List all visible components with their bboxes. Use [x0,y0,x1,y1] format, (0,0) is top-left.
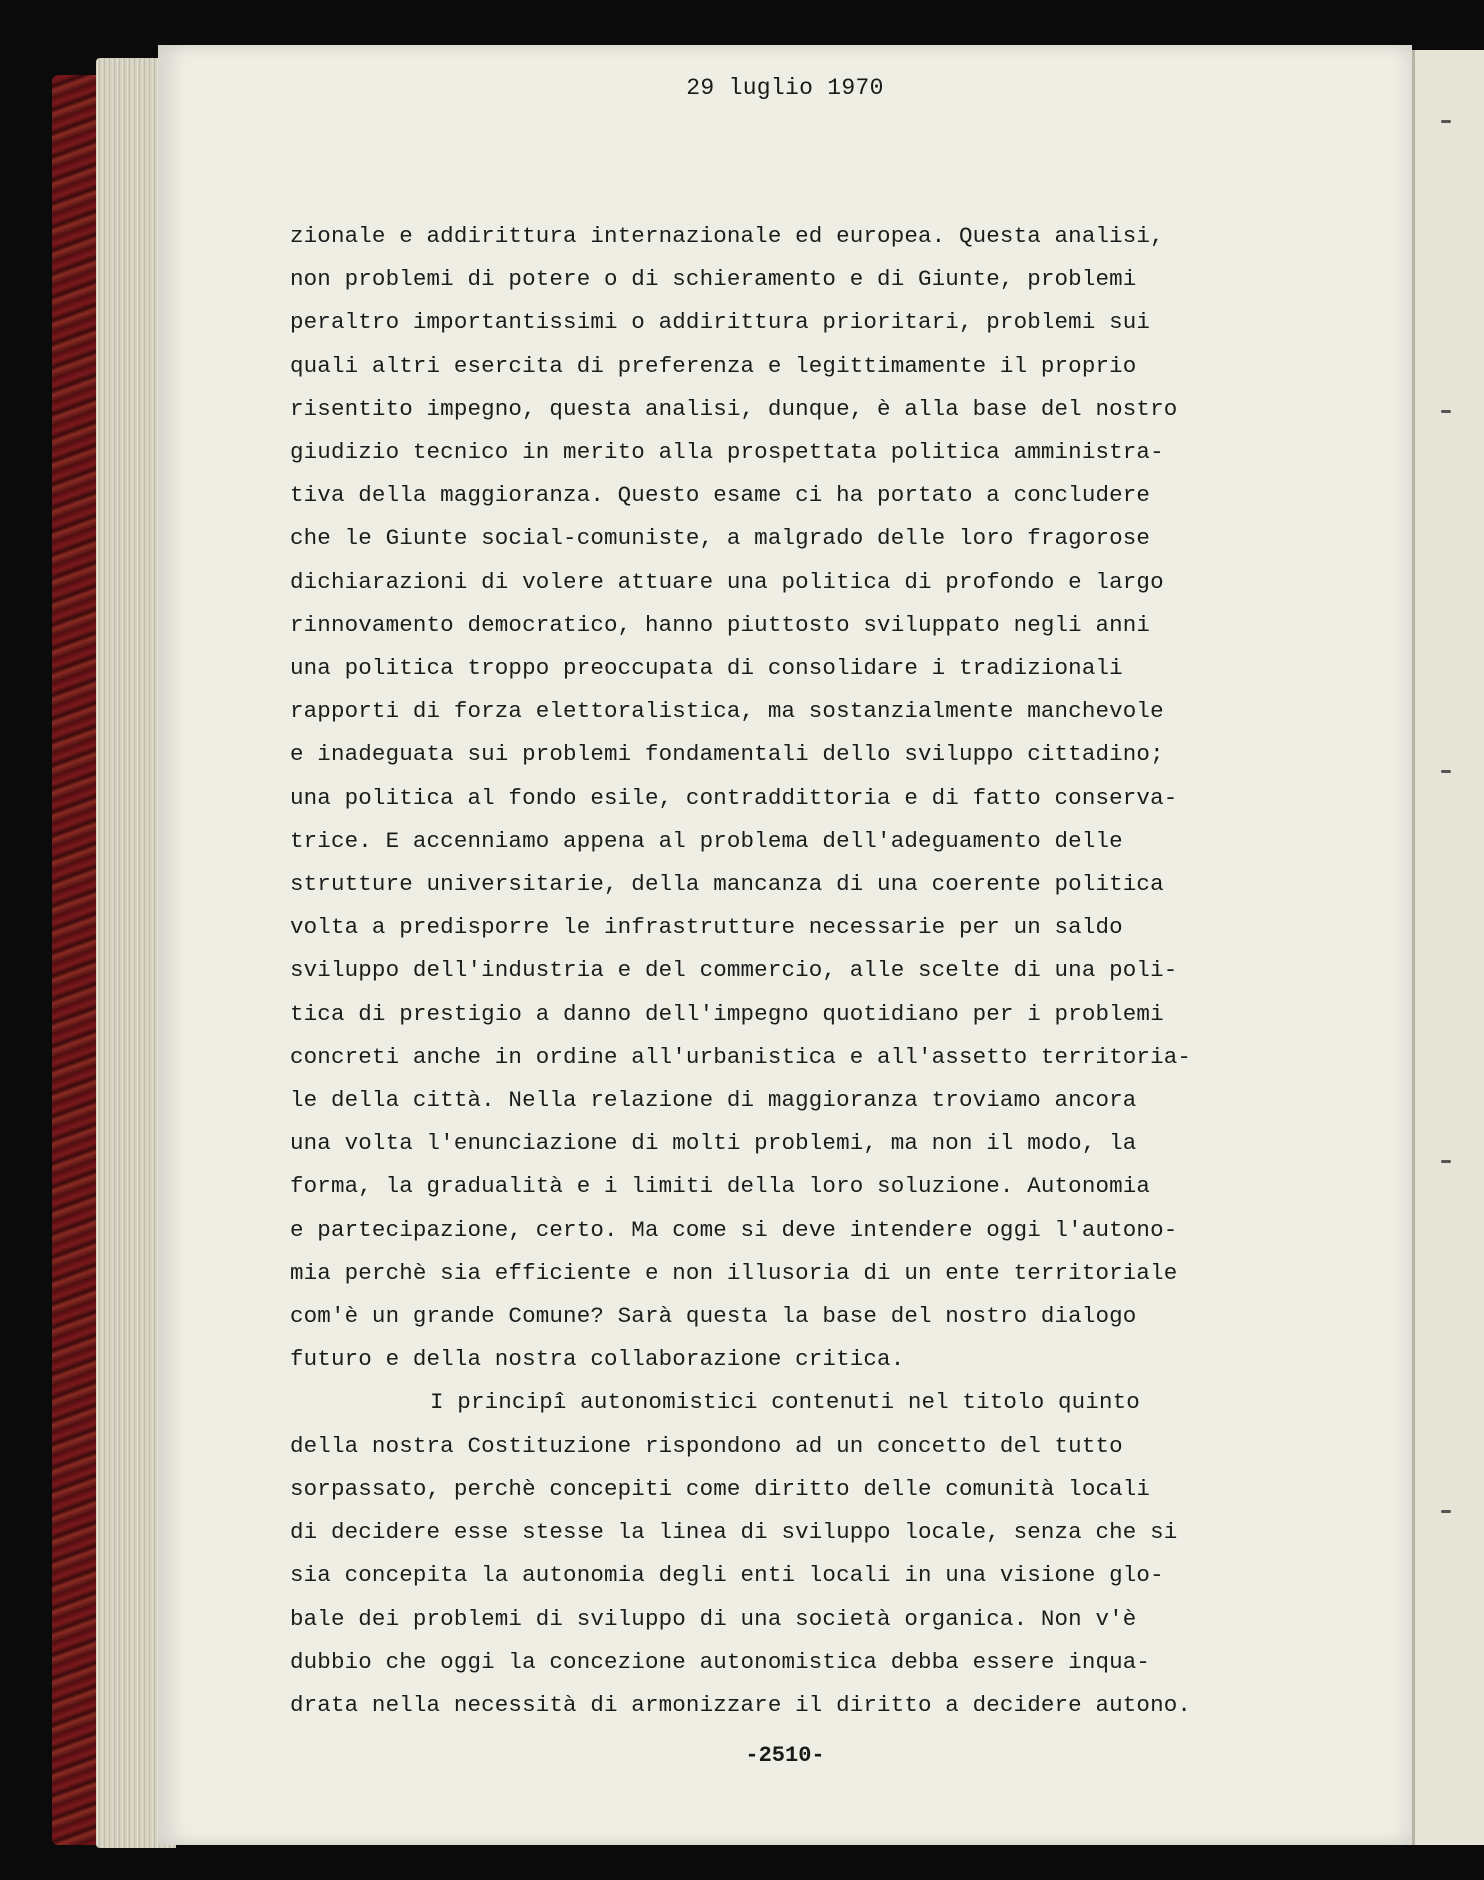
binding-mark [1441,770,1451,773]
text-line: dubbio che oggi la concezione autonomistica debba essere inqua- [290,1648,1151,1675]
text-line: zionale e addirittura internazionale ed europea. Questa analisi, [290,223,1164,249]
facing-page-edge [1412,50,1484,1845]
text-line: rapporti di forza elettoralistica, ma sostanzialmente manchevole [290,698,1164,725]
text-line: risentito impegno, questa analisi, dunque, è alla base del nostro [290,395,1178,422]
text-line: forma, la gradualità e i limiti della loro soluzione. Autonomia [290,1173,1151,1200]
text-line: e partecipazione, certo. Ma come si deve intendere oggi l'autono- [290,1216,1178,1243]
text-line: rinnovamento democratico, hanno piuttosto sviluppato negli anni [290,611,1151,638]
text-line: dichiarazioni di volere attuare una politica di profondo e largo [290,568,1164,595]
text-line: una volta l'enunciazione di molti problemi, ma non il modo, la [290,1130,1137,1157]
text-line: drata nella necessità di armonizzare il diritto a decidere autono. [290,1691,1192,1718]
text-line: giudizio tecnico in merito alla prospettata politica amministra- [290,439,1164,466]
body-text [290,215,1290,1727]
text-line: sia concepita la autonomia degli enti locali in una visione glo- [290,1562,1164,1589]
text-line: tica di prestigio a danno dell'impegno quotidiano per i problemi [290,1000,1164,1027]
text-line: peraltro importantissimi o addirittura prioritari, problemi sui [290,309,1151,336]
text-line: mia perchè sia efficiente e non illusoria di un ente territoriale [290,1259,1178,1286]
text-line: non problemi di potere o di schieramento e di Giunte, problemi [290,266,1137,293]
text-line: volta a predisporre le infrastrutture necessarie per un saldo [290,914,1123,941]
text-line-paragraph-start: I principî autonomistici contenuti nel titolo quinto [430,1389,1140,1416]
binding-mark [1441,1510,1451,1513]
text-line: tiva della maggioranza. Questo esame ci ha portato a concludere [290,482,1151,509]
page-number: -2510- [745,1743,825,1768]
binding-mark [1441,410,1451,413]
text-line: una politica al fondo esile, contraddittoria e di fatto conserva- [290,784,1178,811]
binding-mark [1441,1160,1451,1163]
text-line: e inadeguata sui problemi fondamentali dello sviluppo cittadino; [290,741,1164,768]
text-line: sviluppo dell'industria e del commercio, alle scelte di una poli- [290,957,1178,984]
text-line: le della città. Nella relazione di maggioranza troviamo ancora [290,1087,1137,1114]
text-line: bale dei problemi di sviluppo di una società organica. Non v'è [290,1605,1137,1632]
text-line: di decidere esse stesse la linea di sviluppo locale, senza che si [290,1519,1178,1546]
text-line: una politica troppo preoccupata di consolidare i tradizionali [290,655,1123,682]
text-line: quali altri esercita di preferenza e legittimamente il proprio [290,352,1137,379]
text-line: futuro e della nostra collaborazione critica. [290,1346,905,1373]
document-page [158,45,1412,1845]
text-line: concreti anche in ordine all'urbanistica e all'assetto territoria- [290,1043,1192,1070]
text-line: che le Giunte social-comuniste, a malgrado delle loro fragorose [290,525,1151,552]
text-line: strutture universitarie, della mancanza di una coerente politica [290,871,1164,898]
page-header-date: 29 luglio 1970 [686,75,884,101]
binding-mark [1441,120,1451,123]
text-line: della nostra Costituzione rispondono ad un concetto del tutto [290,1432,1123,1459]
text-line: trice. E accenniamo appena al problema dell'adeguamento delle [290,827,1123,854]
text-line: com'è un grande Comune? Sarà questa la base del nostro dialogo [290,1303,1137,1330]
text-line: sorpassato, perchè concepiti come diritto delle comunità locali [290,1475,1151,1502]
